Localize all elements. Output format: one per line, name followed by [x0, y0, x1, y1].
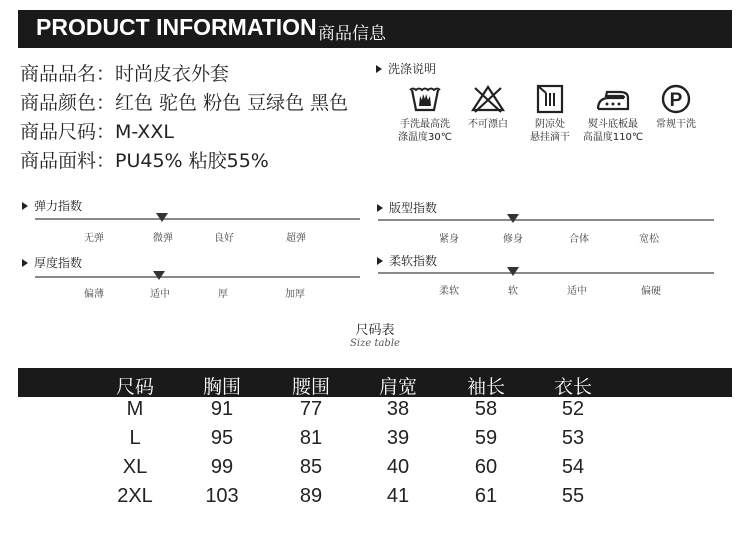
triangle-bullet-icon: [377, 257, 383, 265]
size-cell: 60: [474, 456, 498, 478]
fit-label: 修身: [503, 234, 523, 245]
fit-marker: [507, 214, 519, 223]
triangle-bullet-icon: [22, 202, 28, 210]
size-table-header-cell: 胸围: [202, 376, 241, 398]
no-bleach-icon: [470, 84, 506, 114]
elasticity-label: 微弹: [153, 233, 173, 244]
softness-label: 软: [508, 286, 518, 297]
size-cell: 53: [561, 427, 585, 449]
care-item-no-bleach: [453, 84, 523, 131]
size-cell: 89: [299, 485, 323, 507]
elasticity-label: 无弹: [84, 233, 104, 244]
size-cell: 81: [299, 427, 323, 449]
dry-clean-symbol: P: [669, 90, 683, 111]
shade-dry-icon: [532, 84, 568, 114]
header-title-cn: 商品信息: [318, 24, 386, 44]
softness-label: 柔软: [439, 286, 459, 297]
size-cell: 99: [210, 456, 234, 478]
size-table-header-cell: 肩宽: [378, 376, 417, 398]
size-cell: 91: [210, 398, 234, 420]
fit-scale-line: [378, 219, 714, 221]
softness-scale-line: [378, 272, 714, 274]
size-cell: XL: [122, 456, 148, 478]
size-cell: L: [129, 427, 141, 449]
care-label-line2: 高温度110℃: [582, 132, 644, 143]
size-cell: 58: [474, 398, 498, 420]
care-title: 洗涤说明: [376, 60, 436, 77]
triangle-bullet-icon: [377, 204, 383, 212]
size-cell: 54: [561, 456, 585, 478]
thickness-label: 加厚: [285, 289, 305, 300]
size-cell: 61: [474, 485, 498, 507]
care-item-dry-clean: [641, 84, 711, 131]
size-table-header-cell: 衣长: [553, 376, 592, 398]
care-label-line1: 阴凉处: [535, 119, 565, 130]
thickness-title: 厚度指数: [22, 254, 82, 271]
care-label-line2: 悬挂滴干: [530, 132, 570, 143]
size-cell: 52: [561, 398, 585, 420]
elasticity-scale-line: [35, 218, 360, 220]
softness-marker: [507, 267, 519, 276]
thickness-marker: [153, 271, 165, 280]
fit-title: 版型指数: [377, 199, 437, 216]
hand-wash-icon: [407, 84, 443, 114]
size-table-header-cell: 袖长: [466, 376, 505, 398]
size-cell: 39: [386, 427, 410, 449]
softness-title: 柔软指数: [377, 252, 437, 269]
thickness-label: 适中: [150, 289, 170, 300]
triangle-bullet-icon: [376, 65, 382, 73]
header-title-en: PRODUCT INFORMATION: [36, 14, 317, 40]
care-item-shade-dry: [515, 84, 585, 144]
size-table-header-cell: 尺码: [115, 376, 154, 398]
care-label-line1: 不可漂白: [468, 119, 508, 130]
care-label-line1: 熨斗底板最: [588, 119, 638, 130]
product-fabric: 商品面料：PU45% 粘胶55%: [20, 150, 269, 172]
size-cell: 38: [386, 398, 410, 420]
product-sizes: 商品尺码：M-XXL: [20, 121, 174, 143]
elasticity-marker: [156, 213, 168, 222]
size-cell: 2XL: [117, 485, 153, 507]
fit-label: 宽松: [639, 234, 659, 245]
size-cell: 55: [561, 485, 585, 507]
size-cell: M: [126, 398, 144, 420]
product-name: 商品品名：时尚皮衣外套: [20, 63, 230, 85]
size-cell: 95: [210, 427, 234, 449]
elasticity-title: 弹力指数: [22, 197, 82, 214]
size-cell: 85: [299, 456, 323, 478]
thickness-scale-line: [35, 276, 360, 278]
triangle-bullet-icon: [22, 259, 28, 267]
care-item-iron: [578, 84, 648, 144]
size-cell: 103: [205, 485, 239, 507]
elasticity-label: 良好: [214, 233, 234, 244]
dry-clean-p-icon: [658, 84, 694, 114]
product-colors: 商品颜色：红色 驼色 粉色 豆绿色 黑色: [20, 92, 349, 114]
elasticity-label: 超弹: [286, 233, 306, 244]
size-table-title: 尺码表: [355, 323, 395, 338]
size-cell: 59: [474, 427, 498, 449]
care-label-line1: 手洗最高洗: [400, 119, 450, 130]
iron-icon: [595, 84, 631, 114]
care-label-line1: 常规干洗: [656, 119, 696, 130]
softness-label: 偏硬: [641, 286, 661, 297]
size-cell: 77: [299, 398, 323, 420]
fit-label: 紧身: [439, 234, 459, 245]
care-item-hand-wash: [390, 84, 460, 144]
thickness-label: 偏薄: [84, 289, 104, 300]
softness-label: 适中: [567, 286, 587, 297]
size-table-subtitle: Size table: [350, 338, 400, 349]
thickness-label: 厚: [218, 289, 228, 300]
care-label-line2: 涤温度30℃: [398, 132, 452, 143]
size-table-header-cell: 腰围: [291, 376, 330, 398]
size-cell: 40: [386, 456, 410, 478]
fit-label: 合体: [569, 234, 589, 245]
size-cell: 41: [386, 485, 410, 507]
